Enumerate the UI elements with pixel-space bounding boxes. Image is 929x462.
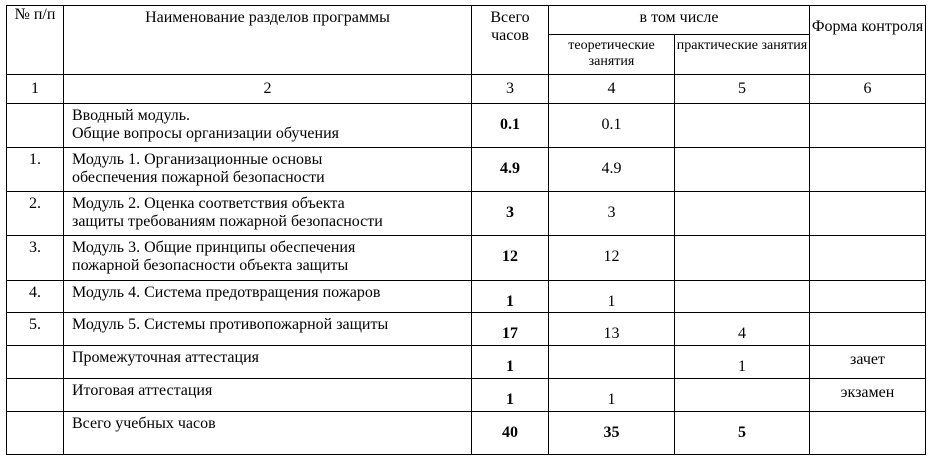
- control-form-cell: [810, 148, 926, 192]
- row-number: 2.: [7, 192, 64, 236]
- row-number: 4.: [7, 281, 64, 313]
- table-row: [7, 346, 926, 379]
- section-name-line-1: Вводный модуль.: [72, 107, 191, 124]
- section-name: [64, 236, 472, 281]
- total-hours-cell: 40: [472, 412, 549, 455]
- section-name: [64, 313, 472, 346]
- table-row: [7, 313, 926, 346]
- column-number-5: 5: [675, 75, 810, 104]
- total-hours-cell: 1: [472, 346, 549, 379]
- table-row: [7, 192, 926, 236]
- row-number: 1.: [7, 148, 64, 192]
- total-hours-cell: 3: [472, 192, 549, 236]
- theory-hours-cell: 3: [549, 192, 675, 236]
- theory-hours-cell: [549, 346, 675, 379]
- row-number: [7, 104, 64, 148]
- section-name: [64, 346, 472, 379]
- practice-hours-cell: [675, 236, 810, 281]
- total-hours-cell: 1: [472, 379, 549, 412]
- column-number-6: 6: [810, 75, 926, 104]
- section-name: [64, 281, 472, 313]
- section-name-line-1: Модуль 3. Общие принципы обеспечения: [72, 239, 356, 256]
- section-name: [64, 148, 472, 192]
- practice-hours-cell: [675, 148, 810, 192]
- section-name: [64, 192, 472, 236]
- section-name-line-1: Модуль 4. Система предотвращения пожаров: [72, 284, 381, 301]
- section-name-line-1: Модуль 2. Оценка соответствия объекта: [72, 195, 345, 212]
- total-hours-cell: 17: [472, 313, 549, 346]
- section-name-line-2: обеспечения пожарной безопасности: [72, 169, 325, 186]
- header-including: в том числе: [549, 6, 810, 35]
- curriculum-table: [6, 5, 926, 455]
- row-number: 5.: [7, 313, 64, 346]
- section-name-line-2: Общие вопросы организации обучения: [72, 125, 339, 142]
- section-name-line-1: Модуль 1. Организационные основы: [72, 151, 323, 168]
- header-control-form: Форма контроля: [810, 6, 926, 75]
- control-form-cell: [810, 192, 926, 236]
- table-row: [7, 412, 926, 455]
- practice-hours-cell: [675, 104, 810, 148]
- section-name-line-2: защиты требованиям пожарной безопасности: [72, 213, 383, 230]
- control-form-cell: зачет: [810, 346, 926, 379]
- theory-hours-cell: 1: [549, 379, 675, 412]
- control-form-cell: [810, 281, 926, 313]
- header-theory: теоретические занятия: [549, 35, 675, 75]
- column-number-row: [7, 75, 926, 104]
- theory-hours-cell: 13: [549, 313, 675, 346]
- control-form-cell: [810, 313, 926, 346]
- theory-hours-cell: 0.1: [549, 104, 675, 148]
- header-num: № п/п: [7, 6, 64, 75]
- practice-hours-cell: 1: [675, 346, 810, 379]
- table-row: [7, 379, 926, 412]
- column-number-4: 4: [549, 75, 675, 104]
- section-name-line-1: Промежуточная аттестация: [72, 349, 260, 366]
- table-row: [7, 236, 926, 281]
- practice-hours-cell: [675, 379, 810, 412]
- control-form-cell: [810, 236, 926, 281]
- row-number: [7, 346, 64, 379]
- total-hours-cell: 12: [472, 236, 549, 281]
- table-row: [7, 281, 926, 313]
- section-name: [64, 104, 472, 148]
- table-row: [7, 104, 926, 148]
- practice-hours-cell: 5: [675, 412, 810, 455]
- header-section-name: Наименование разделов программы: [64, 6, 472, 75]
- theory-hours-cell: 12: [549, 236, 675, 281]
- practice-hours-cell: [675, 192, 810, 236]
- practice-hours-cell: [675, 281, 810, 313]
- row-number: [7, 412, 64, 455]
- column-number-1: 1: [7, 75, 64, 104]
- section-name-line-1: Всего учебных часов: [72, 415, 216, 432]
- theory-hours-cell: 35: [549, 412, 675, 455]
- total-hours-cell: 4.9: [472, 148, 549, 192]
- theory-hours-cell: 1: [549, 281, 675, 313]
- total-hours-cell: 0.1: [472, 104, 549, 148]
- column-number-3: 3: [472, 75, 549, 104]
- row-number: 3.: [7, 236, 64, 281]
- header-practice: практические занятия: [675, 35, 810, 75]
- control-form-cell: экзамен: [810, 379, 926, 412]
- table-row: [7, 148, 926, 192]
- control-form-cell: [810, 104, 926, 148]
- section-name: [64, 412, 472, 455]
- theory-hours-cell: 4.9: [549, 148, 675, 192]
- total-hours-cell: 1: [472, 281, 549, 313]
- section-name: [64, 379, 472, 412]
- table-body: [7, 104, 926, 455]
- row-number: [7, 379, 64, 412]
- section-name-line-1: Модуль 5. Системы противопожарной защиты: [72, 316, 389, 333]
- header-total-hours: Всего часов: [472, 6, 549, 75]
- control-form-cell: [810, 412, 926, 455]
- section-name-line-2: пожарной безопасности объекта защиты: [72, 257, 349, 274]
- practice-hours-cell: 4: [675, 313, 810, 346]
- header-row-1: [7, 6, 926, 35]
- column-number-2: 2: [64, 75, 472, 104]
- section-name-line-1: Итоговая аттестация: [72, 382, 213, 399]
